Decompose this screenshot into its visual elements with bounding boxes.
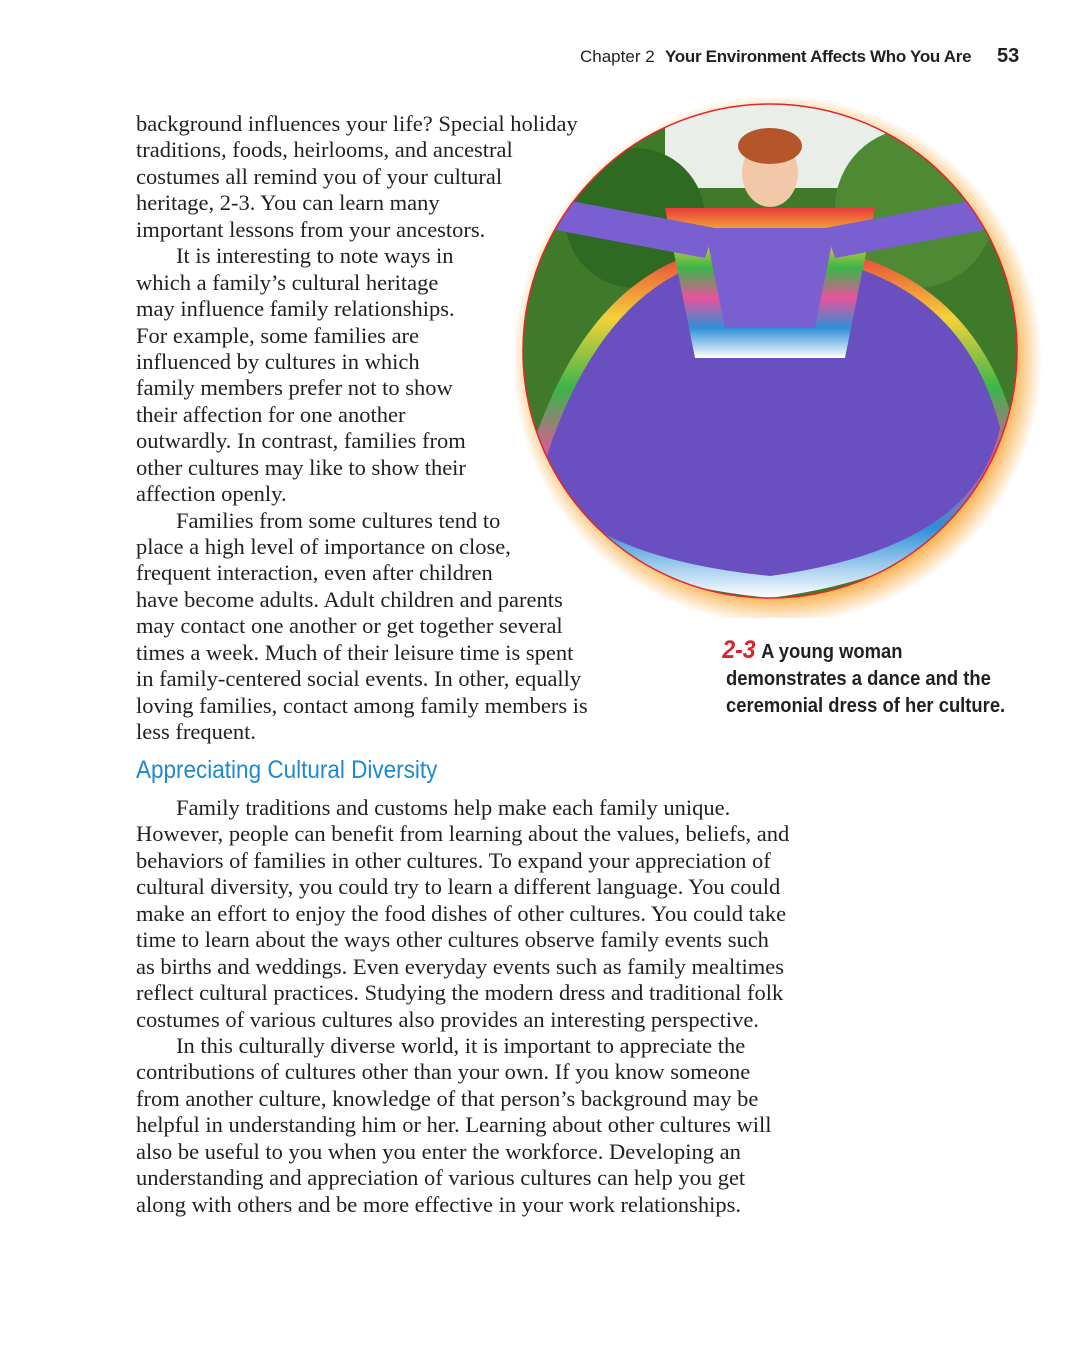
text-line: less frequent. (136, 719, 256, 745)
text-line: understanding and appreciation of various cultures can help you get (136, 1165, 746, 1191)
chapter-label: Chapter 2 (580, 47, 655, 66)
figure-photo (515, 98, 1045, 618)
text-line: also be useful to you when you enter the workforce. Developing an (136, 1138, 741, 1164)
text-line: make an effort to enjoy the food dishes of other cultures. You could take (136, 900, 787, 926)
text-line: However, people can benefit from learning about the values, beliefs, and (136, 821, 790, 847)
text-line: important lessons from your ancestors. (136, 216, 486, 242)
text-line: affection openly. (136, 481, 287, 507)
text-line: may contact one another or get together several (136, 613, 563, 639)
page-number: 53 (997, 45, 1020, 67)
text-line: other cultures may like to show their (136, 454, 466, 480)
text-column-bottom (136, 795, 789, 1218)
text-line: family members prefer not to show (136, 375, 453, 401)
text-line: times a week. Much of their leisure time is spent (136, 639, 574, 665)
caption-line: demonstrates a dance and the (726, 668, 991, 690)
text-line: along with others and be more effective in your work relationships. (136, 1191, 742, 1217)
text-line: their affection for one another (136, 401, 406, 427)
text-line: which a family’s cultural heritage (136, 269, 439, 295)
text-line: time to learn about the ways other cultures observe family events such (136, 927, 769, 953)
text-line: Families from some cultures tend to (176, 507, 501, 533)
text-line: traditions, foods, heirlooms, and ancestral (136, 137, 513, 163)
text-line: influenced by cultures in which (136, 348, 420, 374)
text-line: costumes all remind you of your cultural (136, 163, 503, 189)
text-line: place a high level of importance on close, (136, 534, 511, 559)
text-line: in family-centered social events. In other, equally (136, 666, 582, 692)
figure-caption (722, 636, 1006, 720)
text-line: cultural diversity, you could try to learn a different language. You could (136, 874, 781, 900)
text-line: It is interesting to note ways in (176, 243, 454, 269)
text-line: contributions of cultures other than your own. If you know someone (136, 1059, 751, 1085)
text-line: outwardly. In contrast, families from (136, 428, 466, 454)
text-column-top (136, 111, 588, 746)
text-line: helpful in understanding him or her. Learning about other cultures will (136, 1112, 772, 1138)
chapter-title: Your Environment Affects Who You Are (665, 47, 972, 66)
figure-number: 2-3 (722, 636, 756, 664)
caption-line: ceremonial dress of her culture. (726, 695, 1006, 717)
text-line: background influences your life? Special holiday (136, 111, 578, 136)
caption-line: A young woman (761, 641, 903, 663)
text-line: In this culturally diverse world, it is important to appreciate the (176, 1032, 746, 1058)
text-line: have become adults. Adult children and parents (136, 586, 563, 612)
text-line: frequent interaction, even after children (136, 560, 493, 586)
text-line: costumes of various cultures also provides an interesting perspective. (136, 1006, 759, 1032)
text-line: as births and weddings. Even everyday events such as family mealtimes (136, 953, 784, 979)
text-line: may influence family relationships. (136, 296, 455, 322)
text-line: Family traditions and customs help make each family unique. (176, 795, 731, 820)
text-line: reflect cultural practices. Studying the modern dress and traditional folk (136, 980, 784, 1006)
text-line: For example, some families are (136, 322, 420, 348)
text-line: behaviors of families in other cultures. To expand your appreciation of (136, 847, 771, 873)
text-line: from another culture, knowledge of that person’s background may be (136, 1085, 759, 1111)
text-line: loving families, contact among family members is (136, 692, 588, 718)
section-heading: Appreciating Cultural Diversity (136, 756, 438, 784)
text-line: heritage, 2-3. You can learn many (136, 190, 440, 216)
